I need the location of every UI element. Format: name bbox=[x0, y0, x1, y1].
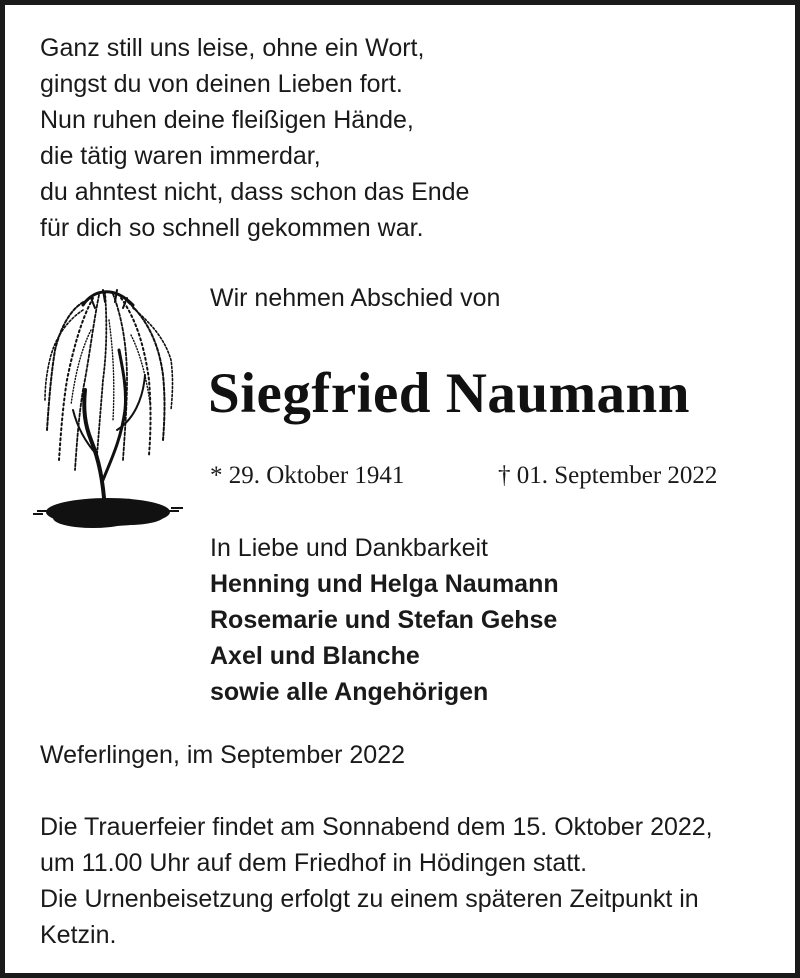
mourner-line: Axel und Blanche bbox=[210, 642, 420, 670]
death-date: † 01. September 2022 bbox=[498, 462, 718, 489]
mourner-line: sowie alle Angehörigen bbox=[210, 678, 489, 706]
funeral-line: Die Urnenbeisetzung erfolgt zu einem späteren Zeitpunkt in bbox=[40, 885, 699, 913]
deceased-name: Siegfried Naumann bbox=[208, 362, 690, 425]
poem bbox=[40, 30, 469, 246]
poem-line: gingst du von deinen Lieben fort. bbox=[40, 70, 403, 98]
funeral-line: Die Trauerfeier findet am Sonnabend dem 15. Oktober 2022, bbox=[40, 813, 713, 841]
funeral-info bbox=[40, 809, 713, 953]
mourner-line: Rosemarie und Stefan Gehse bbox=[210, 606, 558, 634]
weeping-willow-icon bbox=[33, 280, 183, 545]
mourners-intro: In Liebe und Dankbarkeit bbox=[210, 534, 488, 562]
farewell-intro: Wir nehmen Abschied von bbox=[210, 284, 501, 312]
birth-date: * 29. Oktober 1941 bbox=[210, 462, 405, 489]
place-date: Weferlingen, im September 2022 bbox=[40, 741, 406, 769]
funeral-line: um 11.00 Uhr auf dem Friedhof in Hödingen statt. bbox=[40, 849, 588, 877]
mourners bbox=[210, 530, 559, 710]
poem-line: Nun ruhen deine fleißigen Hände, bbox=[40, 106, 414, 134]
funeral-line: Ketzin. bbox=[40, 921, 117, 949]
poem-line: Ganz still uns leise, ohne ein Wort, bbox=[40, 34, 425, 62]
poem-line: du ahntest nicht, dass schon das Ende bbox=[40, 178, 470, 206]
poem-line: die tätig waren immerdar, bbox=[40, 142, 321, 170]
poem-line: für dich so schnell gekommen war. bbox=[40, 214, 424, 242]
mourner-line: Henning und Helga Naumann bbox=[210, 570, 559, 598]
